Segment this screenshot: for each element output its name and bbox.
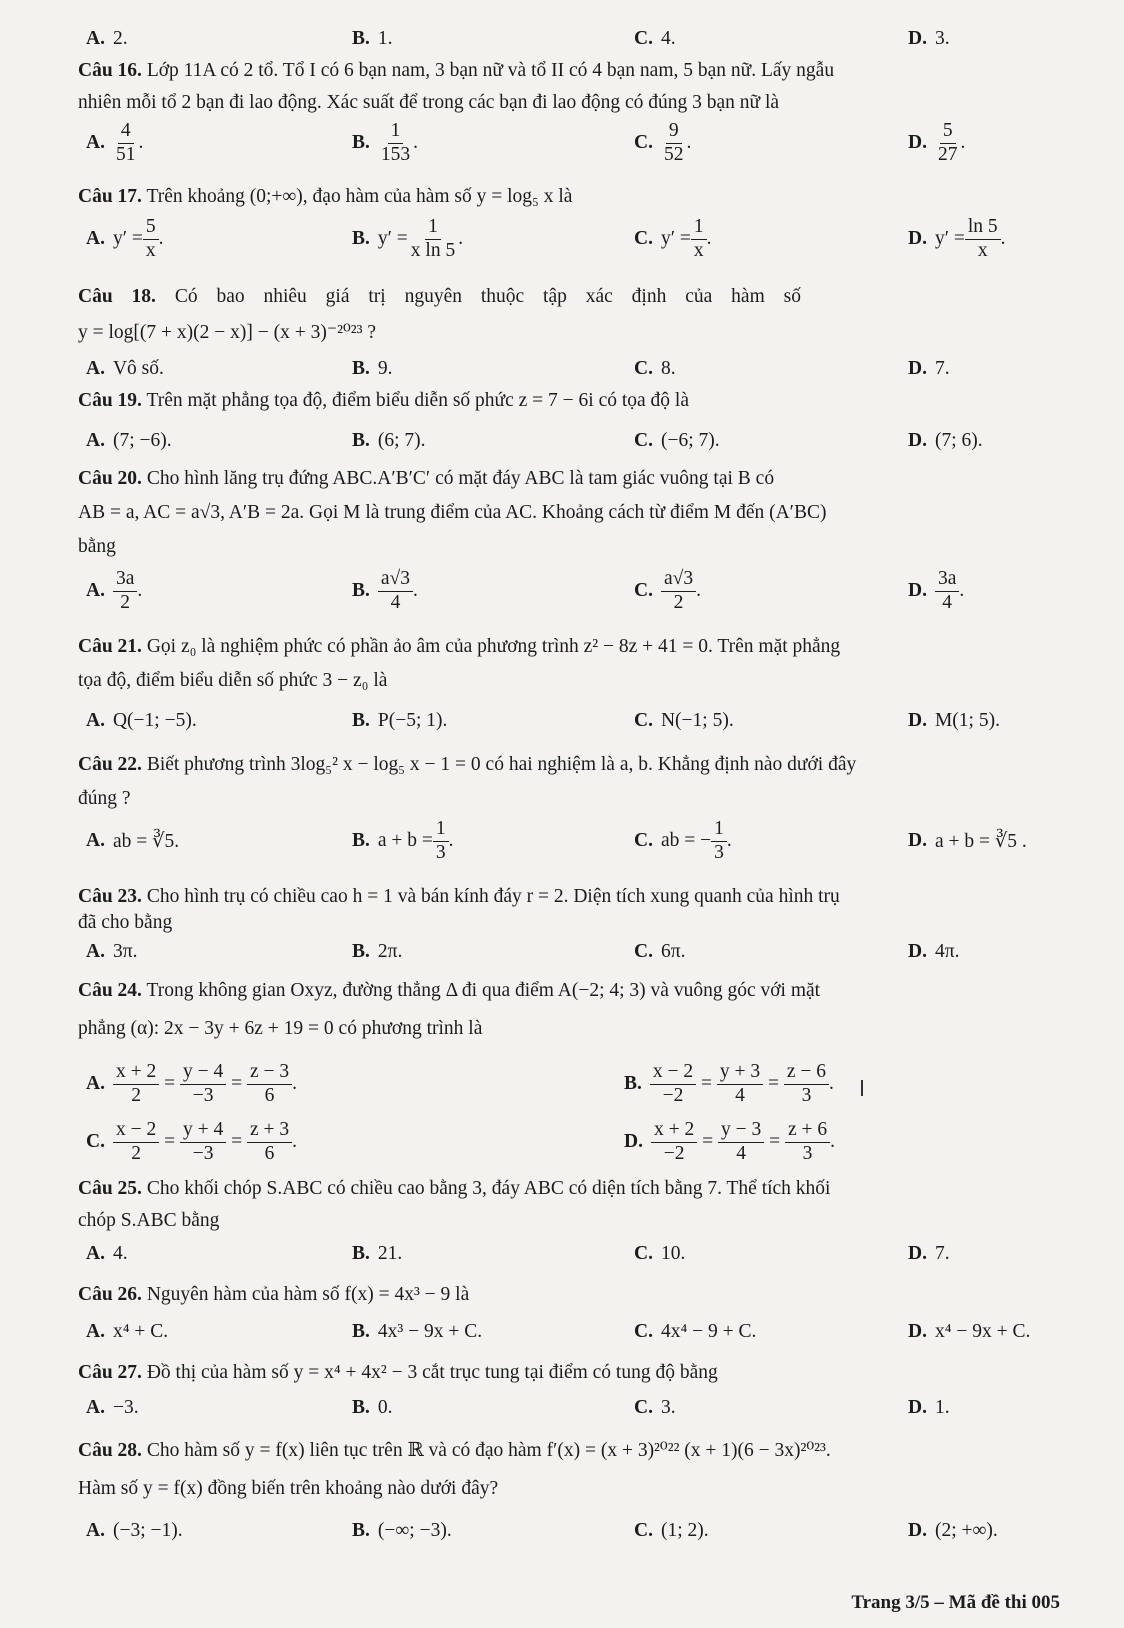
options-row	[0, 1234, 1124, 1274]
question-stem: Câu 18. Có bao nhiêu giá trị nguyên thuộc tập xác định của hàm số	[78, 286, 801, 307]
option-d: D. x⁴ − 9x + C.	[908, 1321, 1031, 1342]
question-stem: Câu 23. Cho hình trụ có chiều cao h = 1 và bán kính đáy r = 2. Diện tích xung quanh của hình trụ	[78, 886, 840, 907]
question-stem-line: y = log[(7 + x)(2 − x)] − (x + 3)⁻²⁰²³ ?	[78, 322, 377, 343]
options-row	[0, 418, 1124, 464]
options-row	[0, 1114, 1124, 1170]
option-a: A. 4.	[86, 1243, 128, 1264]
option-a: A. 2.	[86, 28, 128, 49]
question-stem: Câu 24. Trong không gian Oxyz, đường thẳng Δ đi qua điểm A(−2; 4; 3) và vuông góc với mặt	[78, 980, 821, 1001]
question-stem-line: nhiên mỗi tổ 2 bạn đi lao động. Xác suất để trong các bạn đi lao động có đúng 3 bạn nữ là	[78, 92, 780, 113]
option-c: C. 3.	[634, 1397, 676, 1418]
question-stem: Câu 16. Lớp 11A có 2 tổ. Tổ I có 6 bạn nam, 3 bạn nữ và tổ II có 4 bạn nam, 5 bạn nữ. Lấy ngẫu	[78, 60, 835, 81]
option-a: A. $\frac{3a}{2}$ .	[86, 568, 143, 613]
question-stem: Câu 21. Gọi z₀ là nghiệm phức có phần ảo âm của phương trình z² − 8z + 41 = 0. Trên mặt phẳng	[78, 636, 841, 657]
question-stem: Câu 20. Cho hình lăng trụ đứng ABC.A′B′C′ có mặt đáy ABC là tam giác vuông tại B có	[78, 468, 775, 489]
option-d: D. y′ = $\frac{\ln 5}{x}$ .	[908, 216, 1006, 261]
option-b: B. a + b = $\frac{1}{3}$ .	[352, 818, 454, 863]
option-a: A. $\frac{x + 2}{2}$ = $\frac{y - 4}{-3}$ = $\frac{z - 3}{6}$ .	[86, 1061, 297, 1106]
option-a: A. (−3; −1).	[86, 1520, 183, 1541]
option-c: C. (1; 2).	[634, 1520, 709, 1541]
option-c: C. ab = − $\frac{1}{3}$ .	[634, 818, 732, 863]
option-a: A. Q(−1; −5).	[86, 710, 197, 731]
option-d: D. $\frac{x + 2}{-2}$ = $\frac{y - 3}{4}$ = $\frac{z + 6}{3}$ .	[624, 1119, 835, 1164]
stray-mark	[861, 1080, 863, 1096]
option-d: D. M(1; 5).	[908, 710, 1000, 731]
option-d: D. 7.	[908, 358, 950, 379]
option-b: B. $\frac{1}{153}$ .	[352, 120, 419, 165]
question-stem-line: tọa độ, điểm biểu diễn số phức 3 − z₀ là	[78, 670, 388, 691]
question-stem: Câu 26. Nguyên hàm của hàm số f(x) = 4x³ − 9 là	[78, 1284, 470, 1305]
option-b: B. (−∞; −3).	[352, 1520, 452, 1541]
option-b: B. (6; 7).	[352, 430, 426, 451]
option-d: D. (7; 6).	[908, 430, 983, 451]
options-row	[0, 120, 1124, 172]
option-d: D. 3.	[908, 28, 950, 49]
option-d: D. (2; +∞).	[908, 1520, 998, 1541]
question-stem: Câu 19. Trên mặt phẳng tọa độ, điểm biểu diễn số phức z = 7 − 6i có tọa độ là	[78, 390, 690, 411]
question-stem-line: đã cho bằng	[78, 912, 173, 933]
option-d: D. a + b = ∛5 .	[908, 830, 1027, 852]
option-a: A. −3.	[86, 1397, 139, 1418]
option-b: B. 4x³ − 9x + C.	[352, 1321, 483, 1342]
option-b: B. y′ = $\frac{1}{\text{x ln 5}}$ .	[352, 216, 464, 261]
options-row	[0, 1388, 1124, 1428]
question-stem-line: chóp S.ABC bằng	[78, 1210, 220, 1231]
question-stem: Câu 28. Cho hàm số y = f(x) liên tục trên ℝ và có đạo hàm f′(x) = (x + 3)²⁰²² (x + 1)(6 − 3x)²⁰²³.	[78, 1440, 831, 1461]
option-a: A. ab = ∛5.	[86, 830, 180, 852]
options-row	[0, 698, 1124, 744]
option-c: C. N(−1; 5).	[634, 710, 734, 731]
options-row	[0, 932, 1124, 972]
options-row	[0, 568, 1124, 622]
option-b: B. 21.	[352, 1243, 403, 1264]
option-c: C. (−6; 7).	[634, 430, 720, 451]
option-d: D. 4π.	[908, 941, 960, 962]
question-stem-line: bằng	[78, 536, 116, 557]
options-row	[0, 818, 1124, 872]
options-row	[0, 1508, 1124, 1554]
question-stem: Câu 22. Biết phương trình 3log₅² x − log₅ x − 1 = 0 có hai nghiệm là a, b. Khẳng định nào dưới đây	[78, 754, 857, 775]
page-footer: Trang 3/5 – Mã đề thi 005	[851, 1592, 1060, 1613]
option-c: C. 6π.	[634, 941, 686, 962]
option-d: D. 1.	[908, 1397, 950, 1418]
option-b: B. 9.	[352, 358, 393, 379]
option-c: C. 4x⁴ − 9 + C.	[634, 1321, 757, 1342]
option-b: B. P(−5; 1).	[352, 710, 448, 731]
question-stem: Câu 27. Đồ thị của hàm số y = x⁴ + 4x² − 3 cắt trục tung tại điểm có tung độ bằng	[78, 1362, 718, 1383]
option-a: A. x⁴ + C.	[86, 1321, 169, 1342]
option-b: B. 0.	[352, 1397, 393, 1418]
option-c: C. y′ = $\frac{1}{x}$ .	[634, 216, 712, 261]
options-row	[0, 1056, 1124, 1112]
option-a: A. $\frac{4}{51}$ .	[86, 120, 144, 165]
option-b: B. 2π.	[352, 941, 403, 962]
question-stem-line: đúng ?	[78, 788, 131, 809]
option-a: A. (7; −6).	[86, 430, 172, 451]
option-c: C. $\frac{a√3}{2}$ .	[634, 568, 701, 613]
option-d: D. 7.	[908, 1243, 950, 1264]
option-a: A. y′ = $\frac{5}{x}$ .	[86, 216, 164, 261]
option-b: B. 1.	[352, 28, 393, 49]
question-stem-line: Hàm số y = f(x) đồng biến trên khoảng nào dưới đây?	[78, 1478, 499, 1499]
question-stem: Câu 17. Trên khoảng (0;+∞), đạo hàm của hàm số y = log₅ x là	[78, 186, 573, 207]
option-c: C. $\frac{9}{52}$ .	[634, 120, 692, 165]
option-d: D. $\frac{3a}{4}$ .	[908, 568, 965, 613]
option-c: C. 8.	[634, 358, 676, 379]
option-c: C. 4.	[634, 28, 676, 49]
options-row	[0, 216, 1124, 268]
option-d: D. $\frac{5}{27}$ .	[908, 120, 966, 165]
question-stem-line: phẳng (α): 2x − 3y + 6z + 19 = 0 có phương trình là	[78, 1018, 483, 1039]
option-c: C. 10.	[634, 1243, 686, 1264]
option-b: B. $\frac{a√3}{4}$ .	[352, 568, 418, 613]
option-a: A. 3π.	[86, 941, 138, 962]
option-b: B. $\frac{x - 2}{-2}$ = $\frac{y + 3}{4}$ = $\frac{z - 6}{3}$ .	[624, 1061, 834, 1106]
question-stem: Câu 25. Cho khối chóp S.ABC có chiều cao bằng 3, đáy ABC có diện tích bằng 7. Thể tích khối	[78, 1178, 831, 1199]
options-row	[0, 1312, 1124, 1352]
question-stem-line: AB = a, AC = a√3, A′B = 2a. Gọi M là trung điểm của AC. Khoảng cách từ điểm M đến (A′BC)	[78, 502, 827, 523]
option-c: C. $\frac{x - 2}{2}$ = $\frac{y + 4}{-3}$ = $\frac{z + 3}{6}$ .	[86, 1119, 297, 1164]
option-a: A. Vô số.	[86, 358, 164, 379]
